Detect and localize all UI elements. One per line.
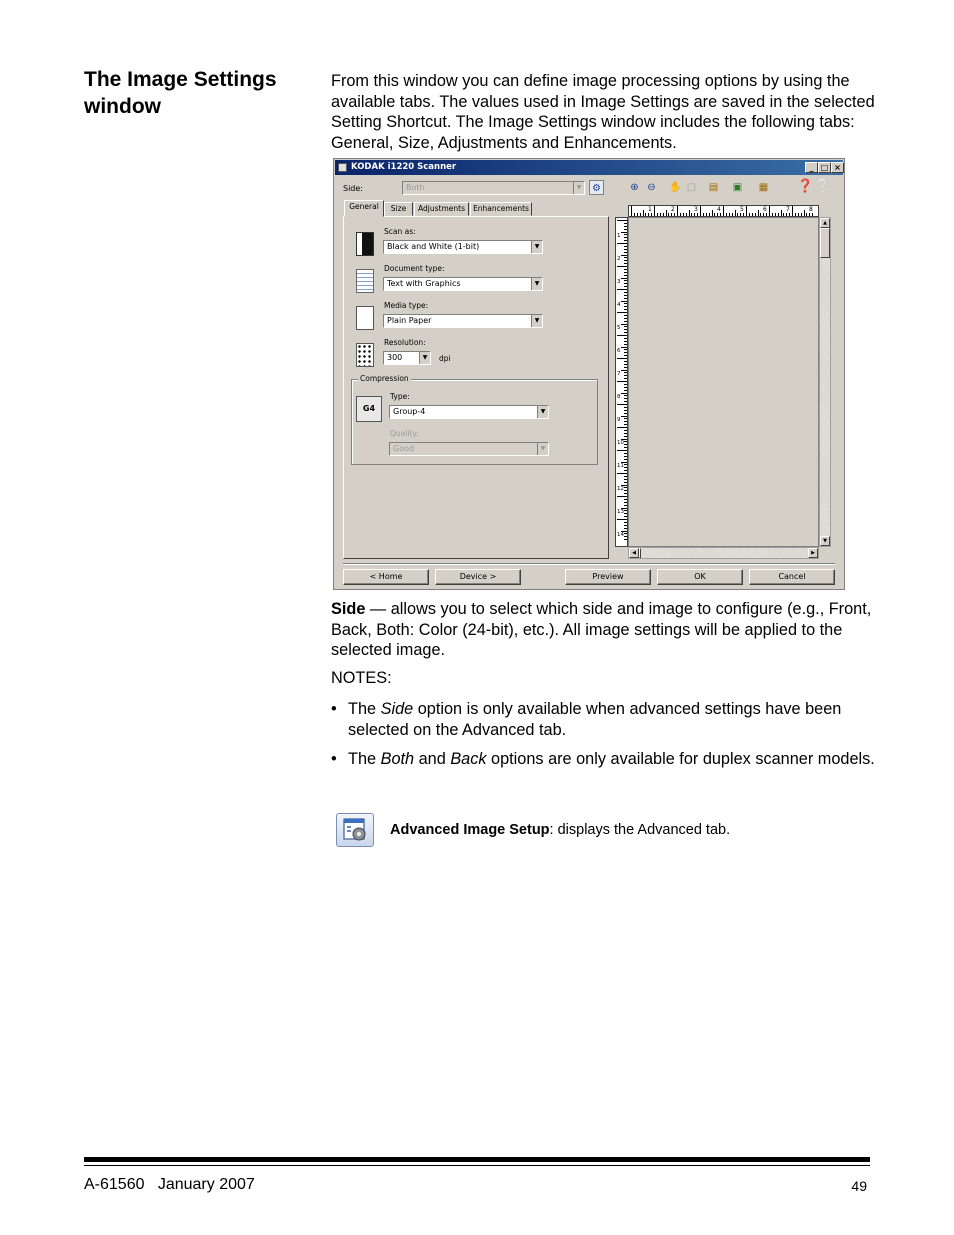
ruler-tick: [740, 213, 741, 216]
ruler-tick: [717, 213, 718, 216]
tab-general[interactable]: General: [344, 200, 384, 217]
note-text-part: option is only available when advanced settings have been selected on the Advanced tab.: [348, 700, 842, 739]
ruler-tick: [648, 213, 649, 216]
ruler-tick: [671, 213, 672, 216]
ruler-tick: [624, 479, 627, 480]
horizontal-scrollbar[interactable]: [628, 547, 819, 559]
media-type-value: Plain Paper: [387, 316, 432, 325]
ruler-tick: [624, 528, 627, 529]
page-orientation-icon[interactable]: ▣: [732, 182, 743, 193]
ruler-label: 10: [617, 440, 624, 446]
ruler-tick: [624, 410, 627, 411]
tab-enhancements[interactable]: Enhancements: [470, 202, 532, 216]
ruler-tick: [624, 441, 627, 442]
quality-label: Quality:: [390, 429, 419, 438]
ruler-tick: [624, 453, 627, 454]
ruler-tick: [624, 283, 627, 284]
note-text-part: and: [414, 750, 451, 768]
page-settings-icon[interactable]: ▤: [708, 182, 719, 193]
ruler-tick: [617, 450, 627, 451]
ruler-tick: [617, 266, 627, 267]
scan-as-value: Black and White (1-bit): [387, 242, 480, 251]
ruler-tick: [624, 424, 627, 425]
compression-type-label: Type:: [390, 392, 410, 401]
ruler-tick: [631, 206, 632, 216]
ruler-tick: [617, 312, 627, 313]
scroll-down-icon[interactable]: ▼: [820, 536, 830, 546]
ruler-label: 2: [671, 206, 675, 213]
ruler-tick: [668, 213, 669, 216]
ruler-tick: [766, 213, 767, 216]
note-item: [331, 749, 876, 770]
scroll-right-icon[interactable]: ▶: [808, 548, 818, 558]
ruler-tick: [624, 223, 627, 224]
note-text: [348, 749, 876, 770]
side-description: [331, 599, 876, 661]
ruler-tick: [624, 315, 627, 316]
ruler-tick: [624, 349, 627, 350]
ruler-tick: [654, 206, 655, 216]
ruler-tick: [624, 467, 627, 468]
ruler-tick: [689, 210, 690, 216]
bullet: •: [331, 750, 337, 768]
ruler-tick: [624, 364, 627, 365]
ruler-tick: [624, 378, 627, 379]
ruler-tick: [804, 210, 805, 216]
intro-paragraph: From this window you can define image processing options by using the available tabs. The values used in Image Settings are saved in the selected Setting Shortcut. The Image Settings window includes the following tabs: General, Size, Adjustments and Enhancements.: [331, 72, 875, 152]
ruler-tick: [624, 433, 627, 434]
ruler-tick: [624, 286, 627, 287]
ruler-tick: [706, 213, 707, 216]
advanced-image-setup-icon: [336, 813, 374, 847]
ruler-tick: [624, 493, 627, 494]
ruler-tick: [643, 210, 644, 216]
ruler-tick: [624, 502, 627, 503]
ruler-tick: [624, 226, 627, 227]
ruler-tick: [624, 464, 627, 465]
ruler-tick: [617, 243, 627, 244]
ruler-label: 4: [617, 302, 621, 308]
ruler-tick: [624, 263, 627, 264]
context-help-icon[interactable]: ❔: [815, 179, 832, 194]
ruler-tick: [624, 430, 627, 431]
chevron-down-icon: ▼: [531, 278, 542, 290]
ruler-tick: [617, 358, 627, 359]
scan-as-select[interactable]: [383, 240, 543, 254]
ruler-tick: [624, 516, 627, 517]
side-select-value: Both: [406, 183, 425, 192]
vertical-scrollbar[interactable]: [819, 217, 831, 547]
ruler-tick: [624, 505, 627, 506]
ruler-tick: [624, 246, 627, 247]
chevron-down-icon: ▼: [419, 352, 430, 364]
ruler-tick: [783, 213, 784, 216]
section-heading: The Image Settings window: [84, 68, 277, 118]
ruler-tick: [700, 206, 701, 216]
ruler-tick: [617, 427, 627, 428]
footer-rule: [84, 1157, 870, 1162]
ruler-tick: [686, 213, 687, 216]
ruler-tick: [674, 213, 675, 216]
ruler-tick: [786, 213, 787, 216]
ruler-tick: [621, 232, 627, 233]
preview-area: [628, 217, 819, 547]
ruler-tick: [758, 210, 759, 216]
ruler-tick: [806, 213, 807, 216]
ruler-tick: [772, 213, 773, 216]
ruler-tick: [624, 321, 627, 322]
ruler-label: 14: [617, 532, 624, 538]
ruler-tick: [677, 206, 678, 216]
side-term: Side: [331, 600, 366, 618]
document-type-icon: [356, 269, 374, 293]
chevron-down-icon: ▼: [537, 443, 548, 455]
ruler-tick: [645, 213, 646, 216]
ruler-tick: [624, 395, 627, 396]
vertical-scroll-thumb[interactable]: [820, 228, 830, 258]
note-text-part: The: [348, 750, 381, 768]
compression-type-value: Group-4: [393, 407, 426, 416]
scroll-left-icon[interactable]: ◀: [629, 548, 639, 558]
ruler-tick: [624, 372, 627, 373]
ruler-tick: [624, 344, 627, 345]
ruler-tick: [720, 213, 721, 216]
ruler-tick: [624, 272, 627, 273]
ruler-tick: [624, 513, 627, 514]
ruler-tick: [624, 533, 627, 534]
scan-as-icon: [356, 232, 374, 256]
ruler-tick: [624, 418, 627, 419]
ruler-tick: [624, 252, 627, 253]
ruler-tick: [624, 361, 627, 362]
ruler-tick: [624, 341, 627, 342]
cancel-button[interactable]: Cancel: [749, 569, 835, 585]
document-type-label: Document type:: [384, 264, 445, 273]
ruler-tick: [755, 213, 756, 216]
help-icon[interactable]: ❓: [797, 179, 814, 194]
footer-doc-id: A-61560 January 2007: [84, 1176, 255, 1193]
ruler-tick: [624, 234, 627, 235]
ruler-tick: [617, 473, 627, 474]
scan-as-label: Scan as:: [384, 227, 416, 236]
zoom-out-icon[interactable]: ⊖: [647, 182, 656, 193]
ruler-tick: [624, 522, 627, 523]
close-icon[interactable]: ×: [831, 162, 844, 173]
ruler-tick: [634, 213, 635, 216]
ruler-tick: [624, 525, 627, 526]
resolution-icon: [356, 343, 374, 367]
ruler-tick: [624, 326, 627, 327]
ruler-tick: [624, 407, 627, 408]
ruler-tick: [723, 206, 724, 216]
ruler-tick: [624, 237, 627, 238]
page-number: 49: [851, 1178, 867, 1194]
ruler-tick: [624, 487, 627, 488]
ruler-label: 6: [617, 348, 621, 354]
ruler-tick: [624, 499, 627, 500]
ruler-tick: [621, 393, 627, 394]
ruler-tick: [624, 332, 627, 333]
ruler-tick: [749, 213, 750, 216]
ruler-tick: [624, 303, 627, 304]
outline-icon: ▢: [686, 182, 697, 193]
ruler-tick: [617, 519, 627, 520]
ruler-tick: [617, 381, 627, 382]
ruler-tick: [624, 476, 627, 477]
ok-button[interactable]: OK: [657, 569, 743, 585]
ruler-tick: [624, 536, 627, 537]
ruler-tick: [624, 447, 627, 448]
ruler-label: 5: [617, 325, 621, 331]
ruler-tick: [624, 355, 627, 356]
ruler-tick: [621, 278, 627, 279]
ruler-tick: [617, 496, 627, 497]
ruler-tick: [683, 213, 684, 216]
maximize-icon[interactable]: □: [818, 162, 831, 173]
ruler-label: 1: [648, 206, 652, 213]
ruler-tick: [624, 398, 627, 399]
ruler-tick: [726, 213, 727, 216]
note-text-part: options are only available for duplex scanner models.: [486, 750, 875, 768]
ruler-tick: [737, 213, 738, 216]
ruler-tick: [621, 255, 627, 256]
ruler-tick: [775, 213, 776, 216]
quality-value: Good: [393, 444, 415, 453]
device-button[interactable]: Device >: [435, 569, 521, 585]
ruler-tick: [624, 280, 627, 281]
ruler-tick: [624, 421, 627, 422]
tab-adjustments[interactable]: Adjustments: [414, 202, 469, 216]
ruler-tick: [621, 416, 627, 417]
ruler-label: 1: [617, 233, 621, 239]
ruler-tick: [778, 213, 779, 216]
notes-title: NOTES:: [331, 669, 392, 687]
general-tab-panel: [343, 216, 609, 559]
ruler-tick: [624, 436, 627, 437]
ruler-label: 4: [717, 206, 721, 213]
ruler-tick: [621, 370, 627, 371]
media-type-icon: [356, 306, 374, 330]
ruler-tick: [729, 213, 730, 216]
zoom-in-icon[interactable]: ⊕: [630, 182, 639, 193]
advanced-image-setup-description: [390, 822, 730, 838]
side-description-text: — allows you to select which side and image to configure (e.g., Front, Back, Both: Color (24-bit), etc.). All image settings will be applied to the selected image.: [331, 600, 872, 659]
ruler-label: 12: [617, 486, 624, 492]
document-type-select[interactable]: [383, 277, 543, 291]
minimize-icon[interactable]: _: [805, 162, 818, 173]
ruler-label: 7: [617, 371, 621, 377]
ruler-tick: [624, 275, 627, 276]
window-title: KODAK i1220 Scanner: [351, 162, 457, 172]
ruler-tick: [624, 292, 627, 293]
ruler-tick: [637, 213, 638, 216]
ruler-tick: [624, 329, 627, 330]
ruler-tick: [789, 213, 790, 216]
ruler-tick: [694, 213, 695, 216]
ruler-tick: [617, 404, 627, 405]
button-separator: [343, 563, 835, 565]
settings-gear-icon: [337, 814, 373, 846]
ruler-tick: [712, 210, 713, 216]
note-item: [331, 699, 876, 740]
ruler-tick: [624, 257, 627, 258]
preview-settings-icon[interactable]: ▦: [758, 182, 769, 193]
resolution-unit: dpi: [439, 354, 451, 363]
tab-size[interactable]: Size: [384, 202, 413, 216]
chevron-down-icon: ▼: [573, 182, 584, 194]
image-settings-window: [333, 158, 845, 590]
ruler-label: 3: [694, 206, 698, 213]
ruler-tick: [624, 298, 627, 299]
ruler-tick: [624, 482, 627, 483]
horizontal-ruler: [628, 205, 819, 217]
document-type-value: Text with Graphics: [387, 279, 461, 288]
resolution-label: Resolution:: [384, 338, 426, 347]
ruler-tick: [624, 229, 627, 230]
advanced-term: Advanced Image Setup: [390, 822, 550, 838]
ruler-tick: [666, 210, 667, 216]
ruler-tick: [624, 456, 627, 457]
scanner-app-icon: [338, 163, 347, 172]
advanced-description-text: : displays the Advanced tab.: [549, 822, 731, 838]
quality-select: [389, 442, 549, 456]
ruler-tick: [624, 390, 627, 391]
scroll-up-icon[interactable]: ▲: [820, 218, 830, 228]
ruler-tick: [624, 269, 627, 270]
note-emphasis: Both: [380, 750, 415, 768]
ruler-tick: [624, 510, 627, 511]
ruler-tick: [703, 213, 704, 216]
ruler-tick: [624, 375, 627, 376]
ruler-tick: [735, 210, 736, 216]
ruler-label: 8: [809, 206, 813, 213]
chevron-down-icon: ▼: [531, 241, 542, 253]
ruler-tick: [760, 213, 761, 216]
ruler-label: 9: [617, 417, 621, 423]
ruler-tick: [624, 387, 627, 388]
chevron-down-icon: ▼: [537, 406, 548, 418]
ruler-tick: [809, 213, 810, 216]
ruler-tick: [746, 206, 747, 216]
ruler-tick: [624, 249, 627, 250]
chevron-down-icon: ▼: [531, 315, 542, 327]
home-button[interactable]: < Home: [343, 569, 429, 585]
ruler-tick: [798, 213, 799, 216]
advanced-image-setup-icon[interactable]: ⚙: [589, 180, 604, 195]
ruler-label: 11: [617, 463, 624, 469]
ruler-tick: [624, 240, 627, 241]
footer-rule-thin: [84, 1165, 870, 1166]
resolution-value: 300: [387, 353, 403, 362]
ruler-tick: [709, 213, 710, 216]
ruler-tick: [624, 401, 627, 402]
ruler-tick: [697, 213, 698, 216]
ruler-tick: [624, 367, 627, 368]
ruler-tick: [743, 213, 744, 216]
ruler-tick: [660, 213, 661, 216]
ruler-label: 7: [786, 206, 790, 213]
resolution-select[interactable]: [383, 351, 431, 365]
ruler-tick: [624, 384, 627, 385]
vertical-ruler: [615, 217, 628, 547]
ruler-tick: [624, 260, 627, 261]
note-emphasis: Back: [450, 750, 487, 768]
ruler-label: 3: [617, 279, 621, 285]
ruler-tick: [752, 213, 753, 216]
pan-icon: ✋: [669, 182, 682, 193]
ruler-tick: [617, 289, 627, 290]
ruler-tick: [624, 539, 627, 540]
bullet: •: [331, 700, 337, 718]
ruler-label: 5: [740, 206, 744, 213]
note-emphasis: Side: [380, 700, 414, 718]
ruler-tick: [691, 213, 692, 216]
ruler-tick: [781, 210, 782, 216]
ruler-tick: [624, 459, 627, 460]
ruler-tick: [624, 490, 627, 491]
ruler-tick: [624, 444, 627, 445]
media-type-select[interactable]: [383, 314, 543, 328]
window-titlebar: [335, 160, 843, 175]
compression-group: [351, 374, 598, 465]
ruler-tick: [624, 295, 627, 296]
ruler-tick: [624, 309, 627, 310]
ruler-tick: [769, 206, 770, 216]
ruler-tick: [792, 206, 793, 216]
ruler-label: 13: [617, 509, 624, 515]
ruler-tick: [624, 470, 627, 471]
note-text: [348, 699, 876, 740]
preview-button[interactable]: Preview: [565, 569, 651, 585]
compression-group-title: Compression: [360, 374, 409, 383]
side-select[interactable]: [402, 181, 585, 195]
note-text-part: The: [348, 700, 381, 718]
g4-badge: G4: [362, 404, 376, 413]
media-type-label: Media type:: [384, 301, 429, 310]
side-label: Side:: [343, 184, 363, 193]
ruler-tick: [624, 318, 627, 319]
compression-g4-icon: [356, 396, 382, 422]
ruler-tick: [763, 213, 764, 216]
ruler-tick: [732, 213, 733, 216]
ruler-tick: [640, 213, 641, 216]
ruler-tick: [624, 306, 627, 307]
ruler-tick: [624, 413, 627, 414]
ruler-tick: [624, 338, 627, 339]
ruler-label: 8: [617, 394, 621, 400]
compression-type-select[interactable]: [389, 405, 549, 419]
ruler-tick: [621, 301, 627, 302]
horizontal-scroll-thumb[interactable]: [639, 548, 641, 558]
ruler-tick: [621, 347, 627, 348]
ruler-label: 2: [617, 256, 621, 262]
ruler-tick: [714, 213, 715, 216]
ruler-label: 6: [763, 206, 767, 213]
ruler-tick: [624, 352, 627, 353]
ruler-tick: [621, 324, 627, 325]
ruler-tick: [812, 213, 813, 216]
ruler-tick: [617, 220, 627, 221]
ruler-tick: [663, 213, 664, 216]
ruler-tick: [651, 213, 652, 216]
ruler-tick: [801, 213, 802, 216]
ruler-tick: [680, 213, 681, 216]
ruler-tick: [657, 213, 658, 216]
ruler-tick: [795, 213, 796, 216]
ruler-tick: [617, 335, 627, 336]
